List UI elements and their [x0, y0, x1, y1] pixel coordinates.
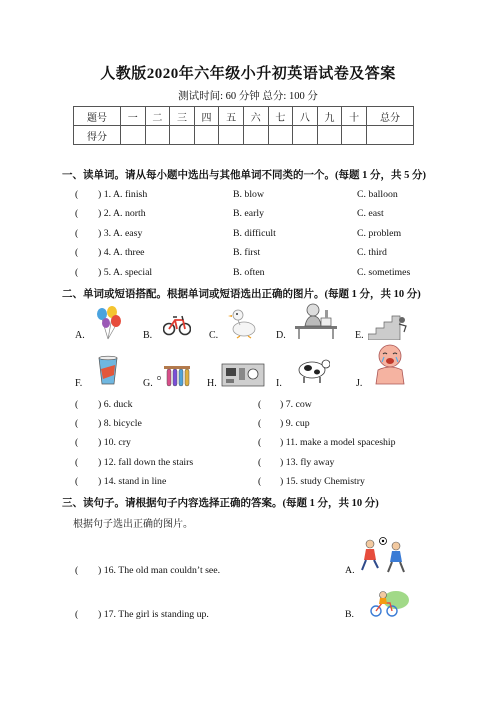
q2-c: C. east — [357, 208, 384, 219]
pic-label-e: E. — [355, 330, 364, 341]
q15: ) 15. study Chemistry — [280, 476, 365, 487]
paren: ( — [75, 208, 79, 219]
pic-label-c: C. — [209, 330, 219, 341]
cow-image — [294, 354, 330, 384]
section3-instruction: 根据句子选出正确的图片。 — [73, 519, 193, 530]
q14: ) 14. stand in line — [98, 476, 167, 487]
q1-b: B. blow — [233, 189, 265, 200]
bicycle-image — [163, 312, 191, 336]
q4-a: ) 4. A. three — [98, 247, 145, 258]
header-cell: 八 — [293, 107, 318, 126]
pic-label-i: I. — [276, 378, 282, 389]
q3-c: C. problem — [357, 228, 402, 239]
header-cell: 五 — [219, 107, 244, 126]
q4-c: C. third — [357, 247, 387, 258]
q4-b: B. first — [233, 247, 261, 258]
section3-heading: 三、读句子。请根据句子内容选择正确的答案。(每题 1 分，共 10 分) — [62, 498, 379, 509]
crying-baby-image — [370, 342, 410, 386]
q17-option: B. — [345, 609, 354, 620]
q13: ) 13. fly away — [280, 457, 335, 468]
score-table — [73, 106, 414, 145]
q5-c: C. sometimes — [357, 267, 411, 278]
pic-label-a: A. — [75, 330, 85, 341]
q5-a: ) 5. A. special — [98, 267, 153, 278]
q17: ) 17. The girl is standing up. — [98, 609, 209, 620]
paren: ( — [258, 457, 262, 468]
score-cell[interactable] — [120, 126, 145, 145]
header-cell: 七 — [268, 107, 293, 126]
header-cell: 六 — [243, 107, 268, 126]
chemistry-test-tubes-image — [156, 362, 192, 388]
paren: ( — [258, 476, 262, 487]
q16: ) 16. The old man couldn’t see. — [98, 565, 221, 576]
q1-c: C. balloon — [357, 189, 398, 200]
paren: ( — [258, 418, 262, 429]
q12: ) 12. fall down the stairs — [98, 457, 194, 468]
score-cell[interactable] — [194, 126, 219, 145]
score-cell[interactable] — [293, 126, 318, 145]
score-table-header-row — [74, 107, 414, 126]
header-cell: 二 — [145, 107, 170, 126]
pic-label-g: G. — [143, 378, 153, 389]
paren: ( — [75, 609, 79, 620]
q7: ) 7. cow — [280, 399, 312, 410]
q11: ) 11. make a model spaceship — [280, 437, 396, 448]
score-cell[interactable] — [219, 126, 244, 145]
score-cell[interactable] — [317, 126, 342, 145]
duck-image — [228, 305, 258, 339]
q3-b: B. difficult — [233, 228, 276, 239]
score-cell[interactable] — [170, 126, 195, 145]
balloons-image — [94, 305, 122, 341]
q16-option: A. — [345, 565, 355, 576]
q9: ) 9. cup — [280, 418, 310, 429]
q3-a: ) 3. A. easy — [98, 228, 143, 239]
paren: ( — [258, 399, 262, 410]
header-cell: 四 — [194, 107, 219, 126]
q10: ) 10. cry — [98, 437, 131, 448]
paren: ( — [75, 476, 79, 487]
pic-label-b: B. — [143, 330, 153, 341]
test-info: 测试时间: 60 分钟 总分: 100 分 — [178, 91, 318, 102]
score-cell[interactable] — [342, 126, 367, 145]
header-cell: 题号 — [74, 107, 121, 126]
page-title: 人教版2020年六年级小升初英语试卷及答案 — [100, 66, 396, 82]
paren: ( — [75, 457, 79, 468]
cup-image — [96, 355, 120, 385]
paren: ( — [75, 418, 79, 429]
score-cell[interactable] — [268, 126, 293, 145]
q1-a: ) 1. A. finish — [98, 189, 148, 200]
paren: ( — [75, 437, 79, 448]
score-cell[interactable] — [243, 126, 268, 145]
paren: ( — [75, 399, 79, 410]
header-cell: 总分 — [366, 107, 413, 126]
pic-label-j: J. — [356, 378, 363, 389]
spaceship-model-image — [220, 358, 266, 388]
header-cell: 一 — [120, 107, 145, 126]
q2-b: B. early — [233, 208, 265, 219]
q2-a: ) 2. A. north — [98, 208, 146, 219]
boys-playing-football-image — [356, 536, 410, 576]
paren: ( — [75, 228, 79, 239]
header-cell: 三 — [170, 107, 195, 126]
header-cell: 九 — [317, 107, 342, 126]
paren: ( — [75, 189, 79, 200]
paren: ( — [258, 437, 262, 448]
score-cell[interactable] — [366, 126, 413, 145]
section2-heading: 二、单词或短语搭配。根据单词或短语选出正确的图片。(每题 1 分，共 10 分) — [62, 289, 421, 300]
stairs-image — [368, 312, 408, 340]
girl-on-bike-image — [366, 588, 410, 618]
header-cell: 十 — [342, 107, 367, 126]
paren: ( — [75, 267, 79, 278]
q8: ) 8. bicycle — [98, 418, 142, 429]
score-cell[interactable] — [145, 126, 170, 145]
row-label-cell: 得分 — [74, 126, 121, 145]
pic-label-f: F. — [75, 378, 83, 389]
paren: ( — [75, 565, 79, 576]
paren: ( — [75, 247, 79, 258]
q5-b: B. often — [233, 267, 265, 278]
pic-label-h: H. — [207, 378, 217, 389]
pic-label-d: D. — [276, 330, 286, 341]
section1-heading: 一、读单词。请从每小题中选出与其他单词不同类的一个。(每题 1 分，共 5 分) — [62, 170, 426, 181]
score-table-score-row — [74, 126, 414, 145]
student-studying-image — [293, 300, 339, 340]
q6: ) 6. duck — [98, 399, 133, 410]
